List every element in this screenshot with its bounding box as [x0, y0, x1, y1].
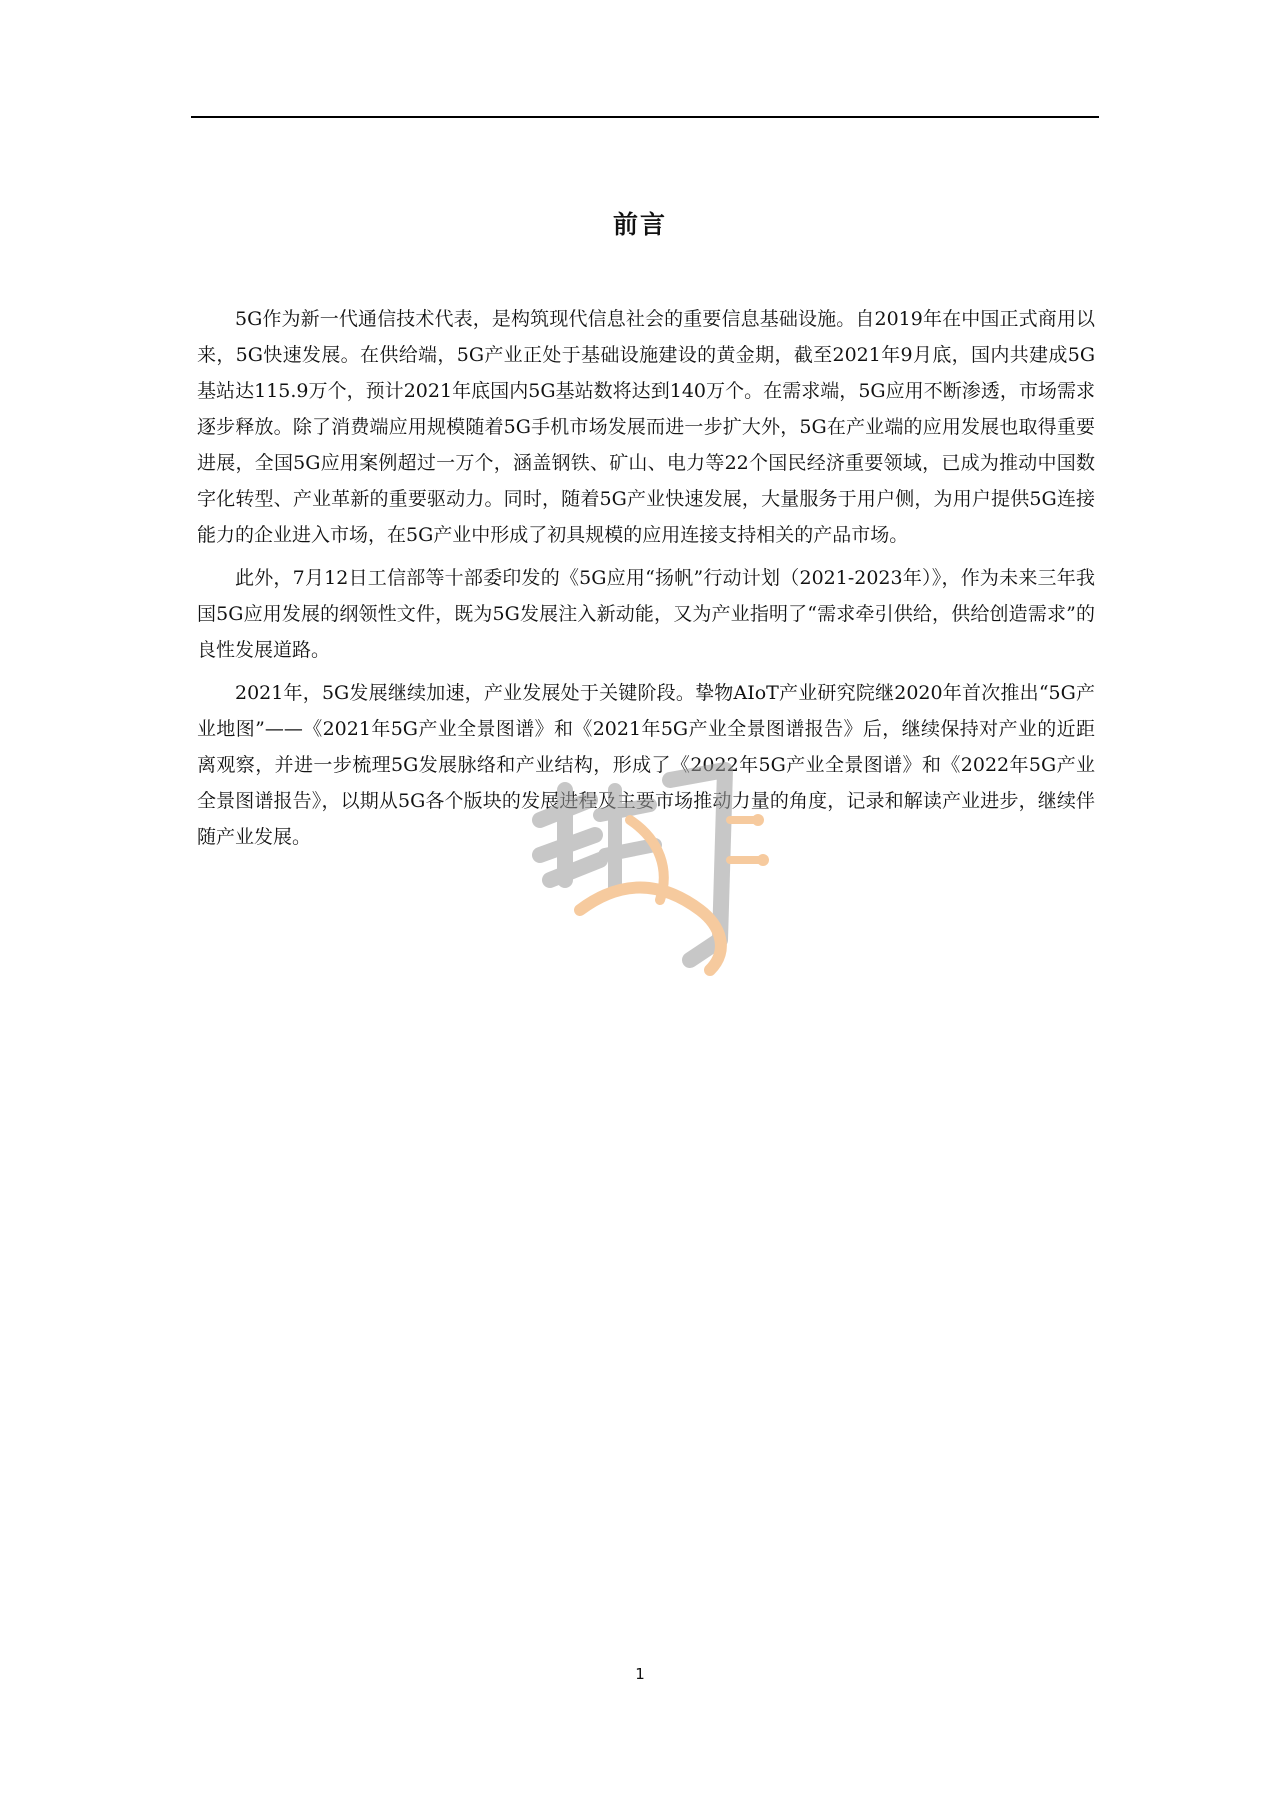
header-rule	[191, 116, 1099, 118]
paragraph: 2021年，5G发展继续加速，产业发展处于关键阶段。挚物AIoT产业研究院继2020年首次推出“5G产业地图”——《2021年5G产业全景图谱》和《2021年5G产业全景图谱报告》后，继续保持对产业的近距离观察，并进一步梳理5G发展脉络和产业结构，形成了《2022年5G产业全景图谱》和《2022年5G产业全景图谱报告》，以期从5G各个版块的发展进程及主要市场推动力量的角度，记录和解读产业进步，继续伴随产业发展。	[197, 682, 1095, 848]
page-title: 前言	[612, 210, 667, 239]
paragraph: 5G作为新一代通信技术代表，是构筑现代信息社会的重要信息基础设施。自2019年在中国正式商用以来，5G快速发展。在供给端，5G产业正处于基础设施建设的黄金期，截至2021年9月底，国内共建成5G基站达115.9万个，预计2021年底国内5G基站数将达到140万个。在需求端，5G应用不断渗透，市场需求逐步释放。除了消费端应用规模随着5G手机市场发展而进一步扩大外，5G在产业端的应用发展也取得重要进展，全国5G应用案例超过一万个，涵盖钢铁、矿山、电力等22个国民经济重要领域，已成为推动中国数字化转型、产业革新的重要驱动力。同时，随着5G产业快速发展，大量服务于用户侧，为用户提供5G连接能力的企业进入市场，在5G产业中形成了初具规模的应用连接支持相关的产品市场。	[197, 308, 1095, 546]
body-text	[197, 301, 1095, 862]
page-number: 1	[635, 1665, 645, 1683]
paragraph: 此外，7月12日工信部等十部委印发的《5G应用“扬帆”行动计划（2021-2023年）》，作为未来三年我国5G应用发展的纲领性文件，既为5G发展注入新动能，又为产业指明了“需求牵引供给，供给创造需求”的良性发展道路。	[197, 567, 1095, 661]
